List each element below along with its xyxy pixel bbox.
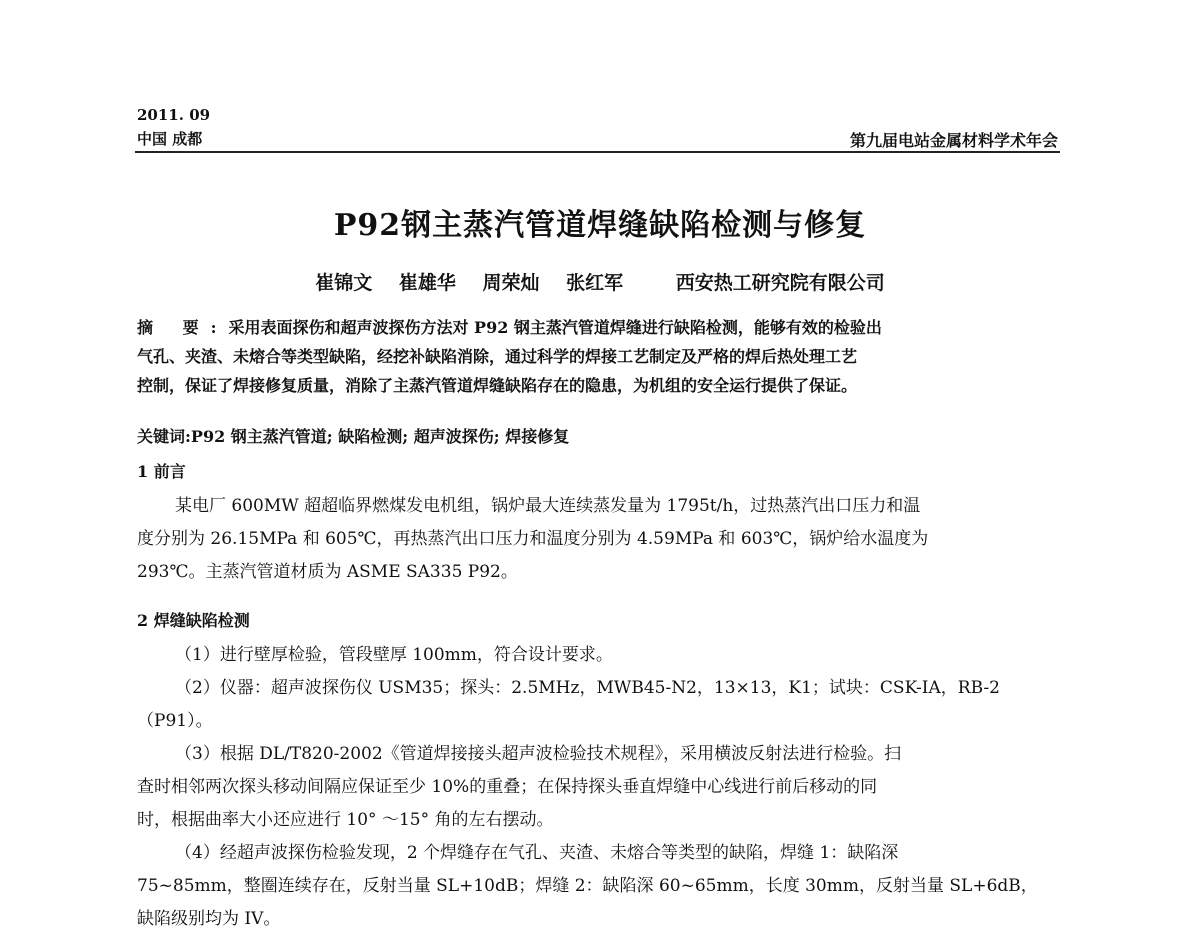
keywords	[137, 424, 569, 447]
header-conference: 第九届电站金属材料学术年会	[849, 131, 1058, 150]
abstract	[137, 313, 1062, 400]
affiliation: 西安热工研究院有限公司	[675, 272, 885, 294]
paper-title: P92钢主蒸汽管道焊缝缺陷检测与修复	[333, 208, 867, 243]
text-line: 时，根据曲率大小还应进行 10° ～15° 角的左右摆动。	[137, 810, 554, 830]
author-name: 张红军	[566, 272, 624, 294]
text-line: 查时相邻两次探头移动间隔应保证至少 10%的重叠；在保持探头垂直焊缝中心线进行前后移动的同	[137, 777, 878, 797]
header-left	[137, 103, 210, 151]
author-name: 周荣灿	[482, 272, 540, 294]
text-line: 度分别为 26.15MPa 和 605℃，再热蒸汽出口压力和温度分别为 4.59MPa 和 603℃，锅炉给水温度为	[137, 529, 929, 549]
section1-paragraph	[137, 490, 1062, 589]
section2-body	[137, 639, 1062, 936]
text-line: （1）进行壁厚检验，管段壁厚 100mm，符合设计要求。	[175, 645, 613, 665]
header-divider	[135, 151, 1060, 153]
abstract-line: 气孔、夹渣、未熔合等类型缺陷，经挖补缺陷消除，通过科学的焊接工艺制定及严格的焊后热处理工艺	[137, 347, 858, 366]
author-name: 崔锦文	[315, 272, 373, 294]
header-location: 中国 成都	[137, 130, 203, 148]
abstract-label: 摘 要:	[137, 318, 229, 337]
text-line: （2）仪器：超声波探伤仪 USM35；探头：2.5MHz，MWB45-N2，13×13，K1；试块：CSK-IA，RB-2	[175, 678, 1000, 698]
author-line	[0, 268, 1200, 295]
header-date: 2011. 09	[137, 106, 211, 124]
author-name: 崔雄华	[398, 272, 456, 294]
abstract-line: 摘 要:采用表面探伤和超声波探伤方法对 P92 钢主蒸汽管道焊缝进行缺陷检测，能够有效的检验出	[137, 318, 882, 337]
text-line: 293℃。主蒸汽管道材质为 ASME SA335 P92。	[137, 562, 518, 582]
text-line: （P91）。	[137, 711, 213, 731]
text-line: （4）经超声波探伤检验发现，2 个焊缝存在气孔、夹渣、未熔合等类型的缺陷，焊缝 1：缺陷深	[175, 843, 899, 863]
abstract-line: 控制，保证了焊接修复质量，消除了主蒸汽管道焊缝缺陷存在的隐患，为机组的安全运行提供了保证。	[137, 376, 858, 395]
section-heading: 2 焊缝缺陷检测	[137, 611, 250, 630]
keywords-text: P92 钢主蒸汽管道; 缺陷检测; 超声波探伤; 焊接修复	[190, 427, 570, 446]
text-line: 缺陷级别均为 IV。	[137, 909, 281, 929]
text-line: （3）根据 DL/T820-2002《管道焊接接头超声波检验技术规程》，采用横波反射法进行检验。扫	[175, 744, 902, 764]
text-line: 某电厂 600MW 超超临界燃煤发电机组，锅炉最大连续蒸发量为 1795t/h，过热蒸汽出口压力和温	[175, 496, 921, 516]
section-heading: 1 前言	[137, 462, 186, 481]
keywords-label: 关键词:	[137, 427, 191, 446]
text-line: 75~85mm，整圈连续存在，反射当量 SL+10dB；焊缝 2：缺陷深 60~65mm，长度 30mm，反射当量 SL+6dB，	[137, 876, 1038, 896]
